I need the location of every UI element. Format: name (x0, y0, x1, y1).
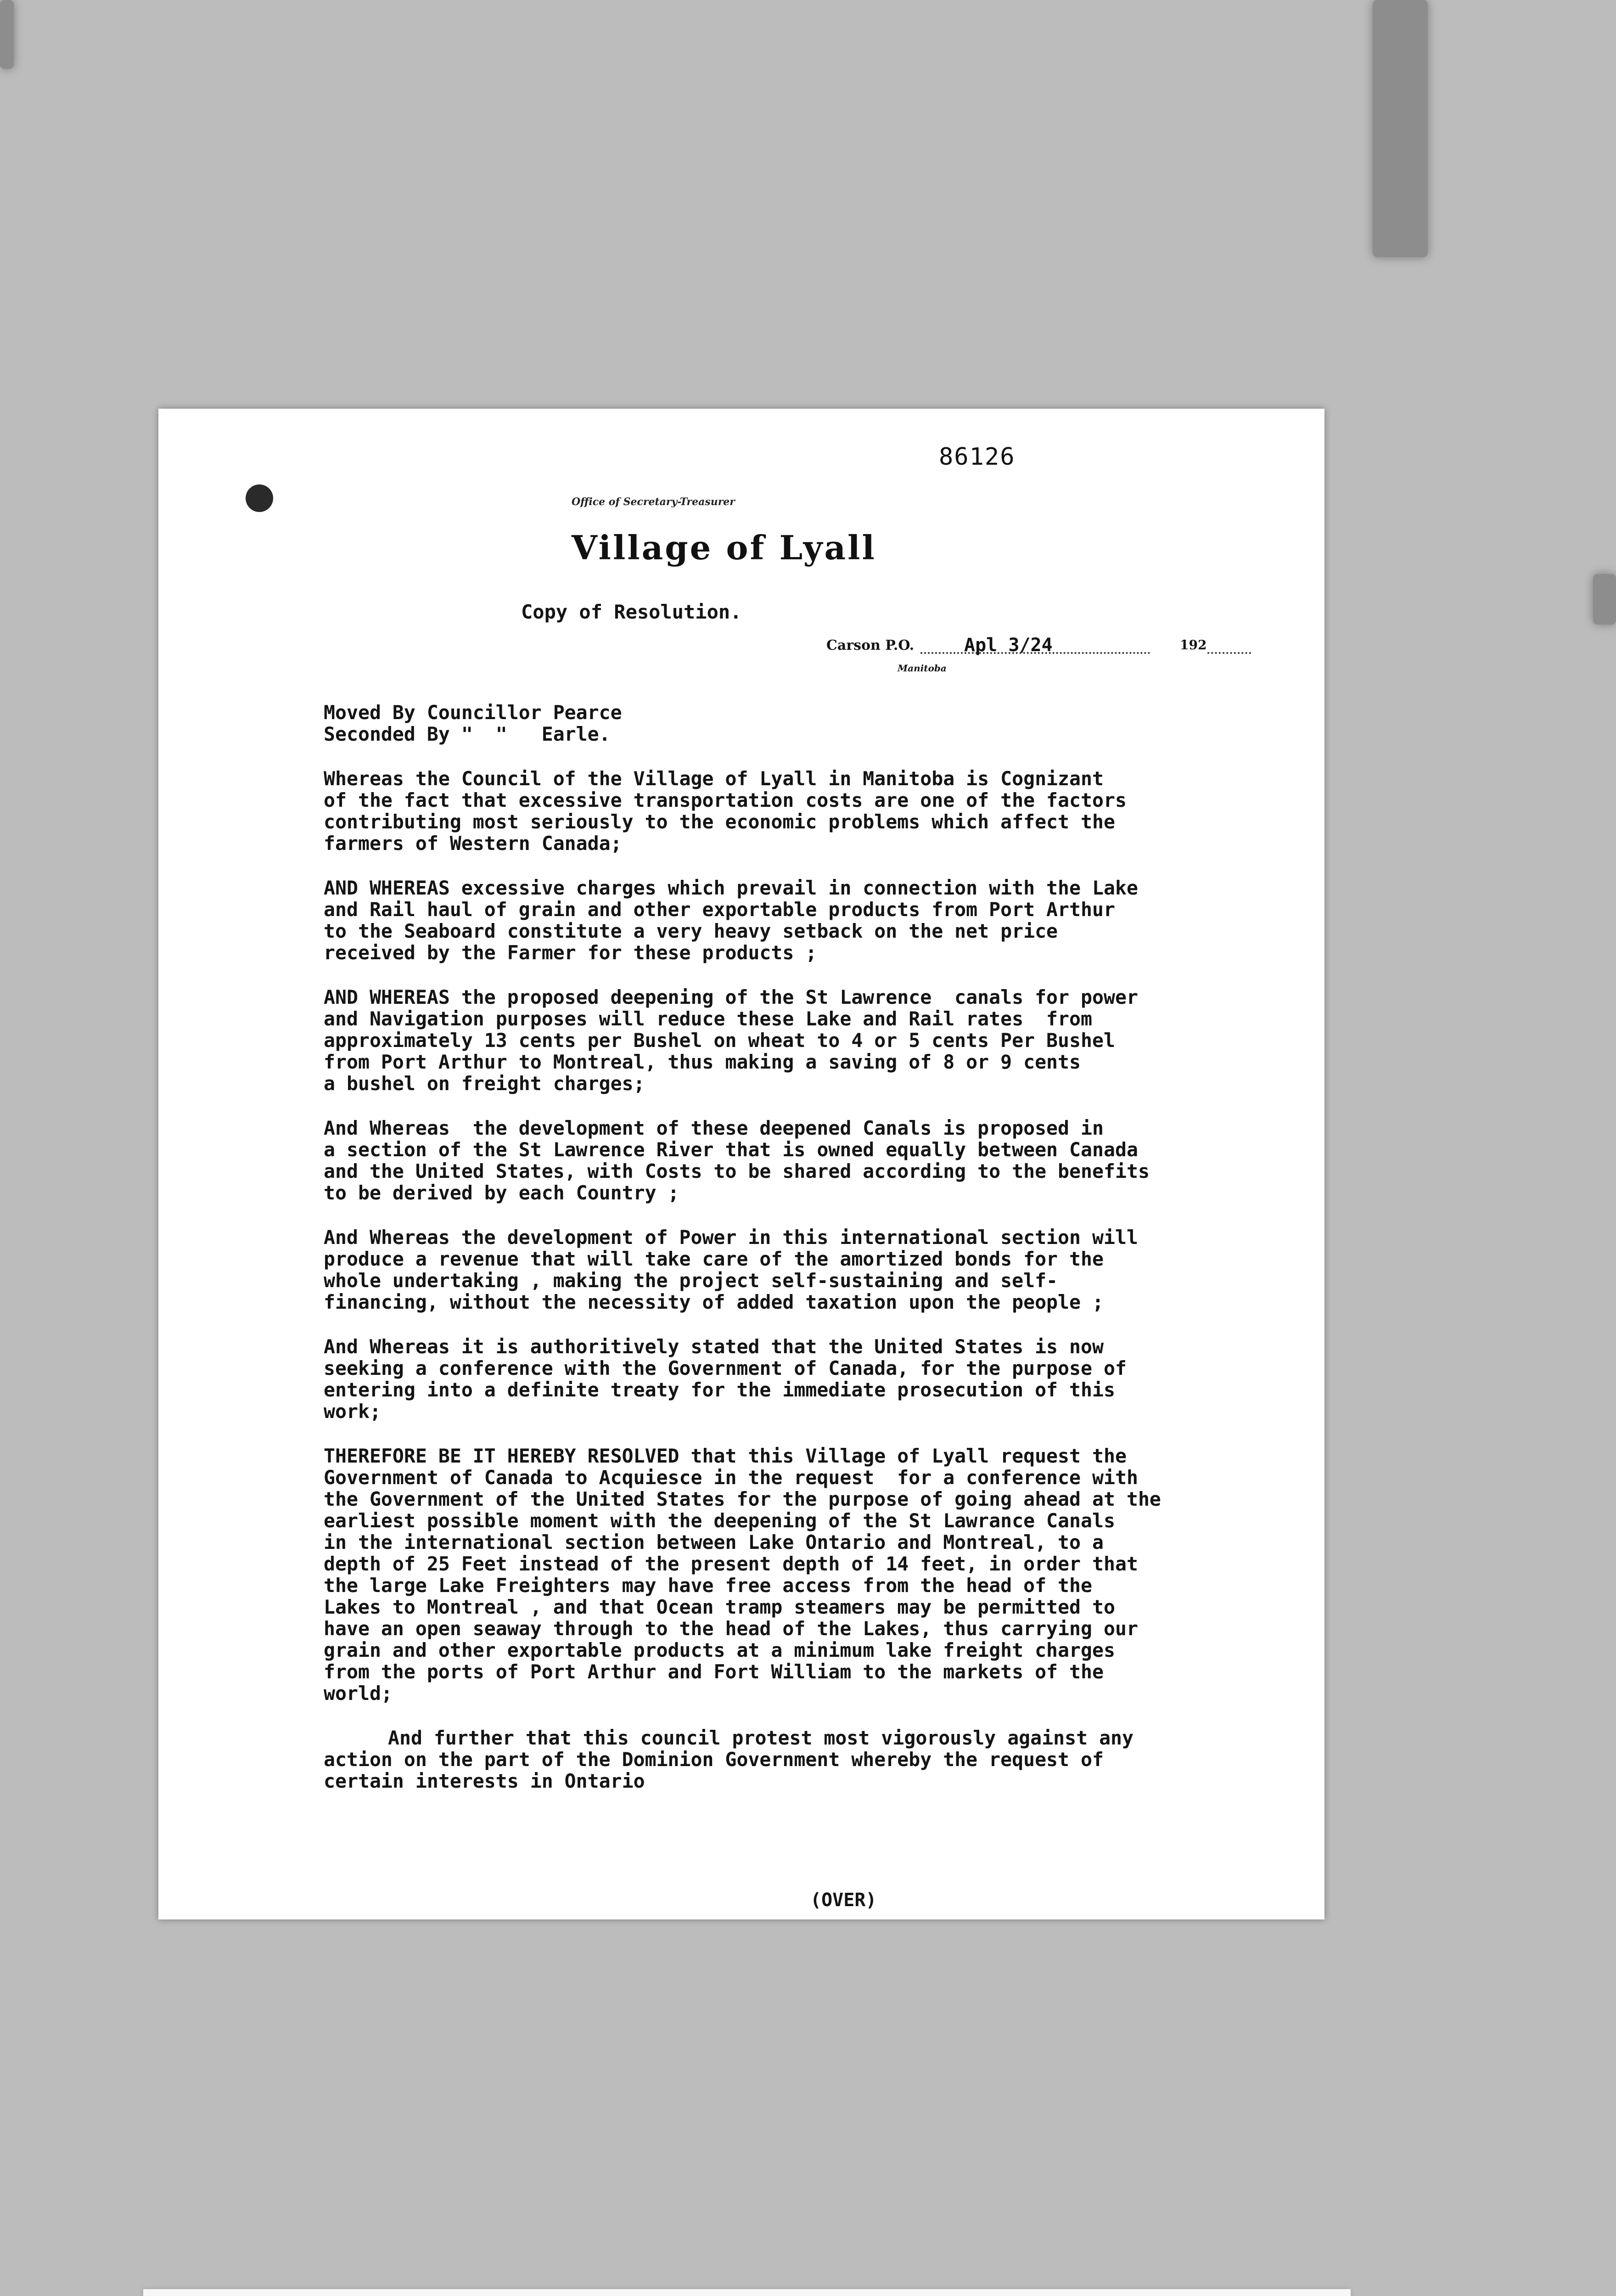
body-line: AND WHEREAS excessive charges which prevail in connection with the Lake (324, 877, 1138, 899)
body-line: financing, without the necessity of added taxation upon the people ; (324, 1291, 1104, 1313)
paragraph-gap (324, 1204, 1306, 1227)
binder-clip-right-mid (1593, 574, 1616, 625)
body-line: AND WHEREAS the proposed deepening of the St Lawrence canals for power (324, 986, 1138, 1008)
body-line: seeking a conference with the Government of Canada, for the purpose of (324, 1357, 1127, 1379)
body-line: and Rail haul of grain and other exportable products from Port Arthur (324, 898, 1115, 921)
body-line: entering into a definite treaty for the immediate prosecution of this (324, 1379, 1115, 1401)
body-line: a bushel on freight charges; (324, 1072, 645, 1095)
over-label: (OVER) (810, 1890, 877, 1911)
body-line: to the Seaboard constitute a very heavy setback on the net price (324, 920, 1058, 942)
punch-hole (246, 484, 273, 512)
body-line: Moved By Councillor Pearce (324, 701, 622, 724)
body-line: to be derived by each Country ; (324, 1182, 679, 1204)
document-number: 86126 (939, 443, 1016, 471)
body-line: earliest possible moment with the deepening of the St Lawrance Canals (324, 1509, 1115, 1532)
body-line: from the ports of Port Arthur and Fort William to the markets of the (324, 1660, 1104, 1683)
body-line: a section of the St Lawrence River that is owned equally between Canada (324, 1138, 1138, 1161)
body-line: And further that this council protest most vigorously against any (388, 1727, 1134, 1749)
body-line: contributing most seriously to the economic problems which affect the (324, 810, 1115, 833)
body-line: And Whereas the development of Power in this international section will (324, 1226, 1138, 1249)
body-line: the large Lake Freighters may have free access from the head of the (324, 1574, 1093, 1597)
paragraph-gap (324, 963, 1306, 986)
resolution-body (324, 702, 1306, 1792)
body-line: received by the Farmer for these products ; (324, 941, 817, 964)
body-line: of the fact that excessive transportation costs are one of the factors (324, 789, 1127, 811)
office-line: Office of Secretary-Treasurer (572, 496, 735, 508)
province-label: Manitoba (898, 663, 947, 674)
body-line: and the United States, with Costs to be shared according to the benefits (324, 1160, 1150, 1182)
body-line: action on the part of the Dominion Government whereby the request of (324, 1748, 1104, 1771)
binder-clip-top-left (0, 0, 14, 69)
binder-clip-top-right (1373, 0, 1428, 257)
paragraph-gap (324, 1704, 1306, 1727)
body-line: world; (324, 1682, 393, 1705)
paragraph-gap (324, 854, 1306, 877)
body-line: THEREFORE BE IT HEREBY RESOLVED that this Village of Lyall request the (324, 1445, 1127, 1467)
paragraph-gap (324, 1313, 1306, 1336)
year-dotted-rule (1207, 652, 1251, 654)
archive-card (143, 2289, 1351, 2296)
body-line: grain and other exportable products at a minimum lake freight charges (324, 1639, 1115, 1661)
paragraph-gap (324, 1094, 1306, 1117)
body-line: Government of Canada to Acquiesce in the request for a conference with (324, 1466, 1138, 1489)
copy-of-resolution: Copy of Resolution. (521, 601, 742, 623)
body-line: depth of 25 Feet instead of the present depth of 14 feet, in order that (324, 1553, 1138, 1575)
body-line: Lakes to Montreal , and that Ocean tramp steamers may be permitted to (324, 1596, 1115, 1618)
body-line: and Navigation purposes will reduce these Lake and Rail rates from (324, 1007, 1093, 1030)
date-line (826, 635, 1285, 662)
body-line: Seconded By " " Earle. (324, 723, 611, 745)
year-prefix: 192 (1180, 637, 1207, 653)
body-line: from Port Arthur to Montreal, thus making a saving of 8 or 9 cents (324, 1051, 1081, 1073)
date-value: Apl 3/24 (964, 635, 1053, 656)
body-line: Whereas the Council of the Village of Lyall in Manitoba is Cognizant (324, 767, 1104, 790)
body-line: produce a revenue that will take care of the amortized bonds for the (324, 1248, 1104, 1270)
body-line: And Whereas it is authoritively stated that the United States is now (324, 1335, 1104, 1358)
body-line: And Whereas the development of these deepened Canals is proposed in (324, 1117, 1104, 1139)
body-line: certain interests in Ontario (324, 1770, 645, 1792)
body-line: have an open seaway through to the head of the Lakes, thus carrying our (324, 1617, 1138, 1640)
body-line: in the international section between Lake Ontario and Montreal, to a (324, 1531, 1104, 1553)
paragraph-gap (324, 1422, 1306, 1445)
body-line: farmers of Western Canada; (324, 832, 622, 855)
body-line: work; (324, 1400, 381, 1423)
post-office: Carson P.O. (826, 637, 915, 653)
body-line: whole undertaking , making the project self-sustaining and self- (324, 1269, 1058, 1292)
letterhead-title: Village of Lyall (572, 528, 876, 567)
document-page (158, 409, 1324, 1919)
body-line: approximately 13 cents per Bushel on wheat to 4 or 5 cents Per Bushel (324, 1029, 1115, 1052)
paragraph-gap (324, 745, 1306, 768)
body-line: the Government of the United States for the purpose of going ahead at the (324, 1488, 1161, 1510)
